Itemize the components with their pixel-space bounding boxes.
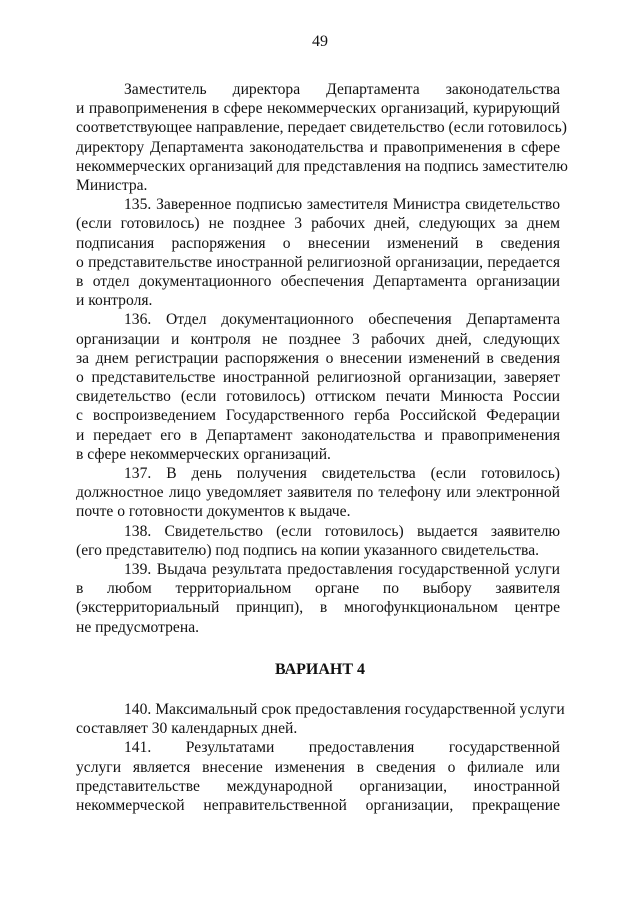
paragraph-line: некоммерческих организаций для представления на подпись заместителю (76, 157, 568, 175)
paragraph-line: за днем регистрации распоряжения о внесении изменений в сведения (76, 349, 560, 367)
paragraph-line: 138. Свидетельство (если готовилось) выдается заявителю (124, 522, 560, 540)
paragraph-line: и правоприменения в сфере некоммерческих организаций, курирующий (76, 100, 560, 118)
paragraph-line: 139. Выдача результата предоставления государственной услуги (124, 561, 560, 578)
paragraph-line: и контроля. (76, 292, 153, 310)
paragraph-line: 137. В день получения свидетельства (если готовилось) (124, 465, 560, 482)
paragraph-line: организации и контроля не позднее 3 рабочих дней, следующих (76, 330, 560, 348)
paragraph-line: соответствующее направление, передает свидетельство (если готовилось) (76, 119, 567, 137)
paragraph-line: (его представителю) под подпись на копии указанного свидетельства. (76, 541, 540, 559)
paragraph-line: представительстве международной организации, иностранной (76, 777, 560, 795)
paragraph-line: директору Департамента законодательства и правоприменения в сфере (76, 138, 560, 156)
paragraph-line: в любом территориальном органе по выбору заявителя (76, 580, 560, 598)
section-heading: ВАРИАНТ 4 (274, 661, 366, 678)
paragraph-line: 135. Заверенное подписью заместителя Министра свидетельство (124, 196, 560, 214)
paragraph-line: Заместитель директора Департамента законодательства (124, 81, 560, 98)
paragraph-line: о представительстве иностранной религиозной организации, заверяет (76, 369, 560, 386)
paragraph-line: (если готовилось) не позднее 3 рабочих дней, следующих за днем (76, 215, 560, 233)
paragraph-line: почте о готовности документов к выдаче. (76, 503, 351, 521)
paragraph-line: с воспроизведением Государственного герба Российской Федерации (76, 407, 560, 425)
paragraph-line: свидетельство (если готовилось) оттиском печати Минюста России (76, 388, 560, 406)
paragraph-line: о представительстве иностранной религиозной организации, передается (76, 253, 560, 271)
paragraph-line: в сфере некоммерческих организаций. (76, 445, 331, 463)
paragraph-line: и передает его в Департамент законодательства и правоприменения (76, 426, 560, 444)
paragraph-line: не предусмотрена. (76, 618, 200, 636)
paragraph-line: Министра. (76, 177, 148, 194)
paragraph-line: в отдел документационного обеспечения Департамента организации (76, 273, 560, 290)
paragraph-line: подписания распоряжения о внесении изменений в сведения (76, 234, 560, 252)
paragraph-line: составляет 30 календарных дней. (76, 720, 298, 738)
paragraph-line: должностное лицо уведомляет заявителя по телефону или электронной (76, 484, 560, 502)
paragraph-line: 140. Максимальный срок предоставления государственной услуги (124, 701, 565, 718)
paragraph-line: 141. Результатами предоставления государственной (124, 739, 560, 757)
paragraph-line: некоммерческой неправительственной организации, прекращение (76, 797, 560, 814)
paragraph-line: услуги является внесение изменения в сведения о филиале или (76, 758, 560, 776)
paragraph-line: 136. Отдел документационного обеспечения Департамента (124, 311, 560, 329)
paragraph-line: (экстерриториальный принцип), в многофункциональном центре (76, 599, 560, 617)
page-number: 49 (312, 33, 328, 50)
